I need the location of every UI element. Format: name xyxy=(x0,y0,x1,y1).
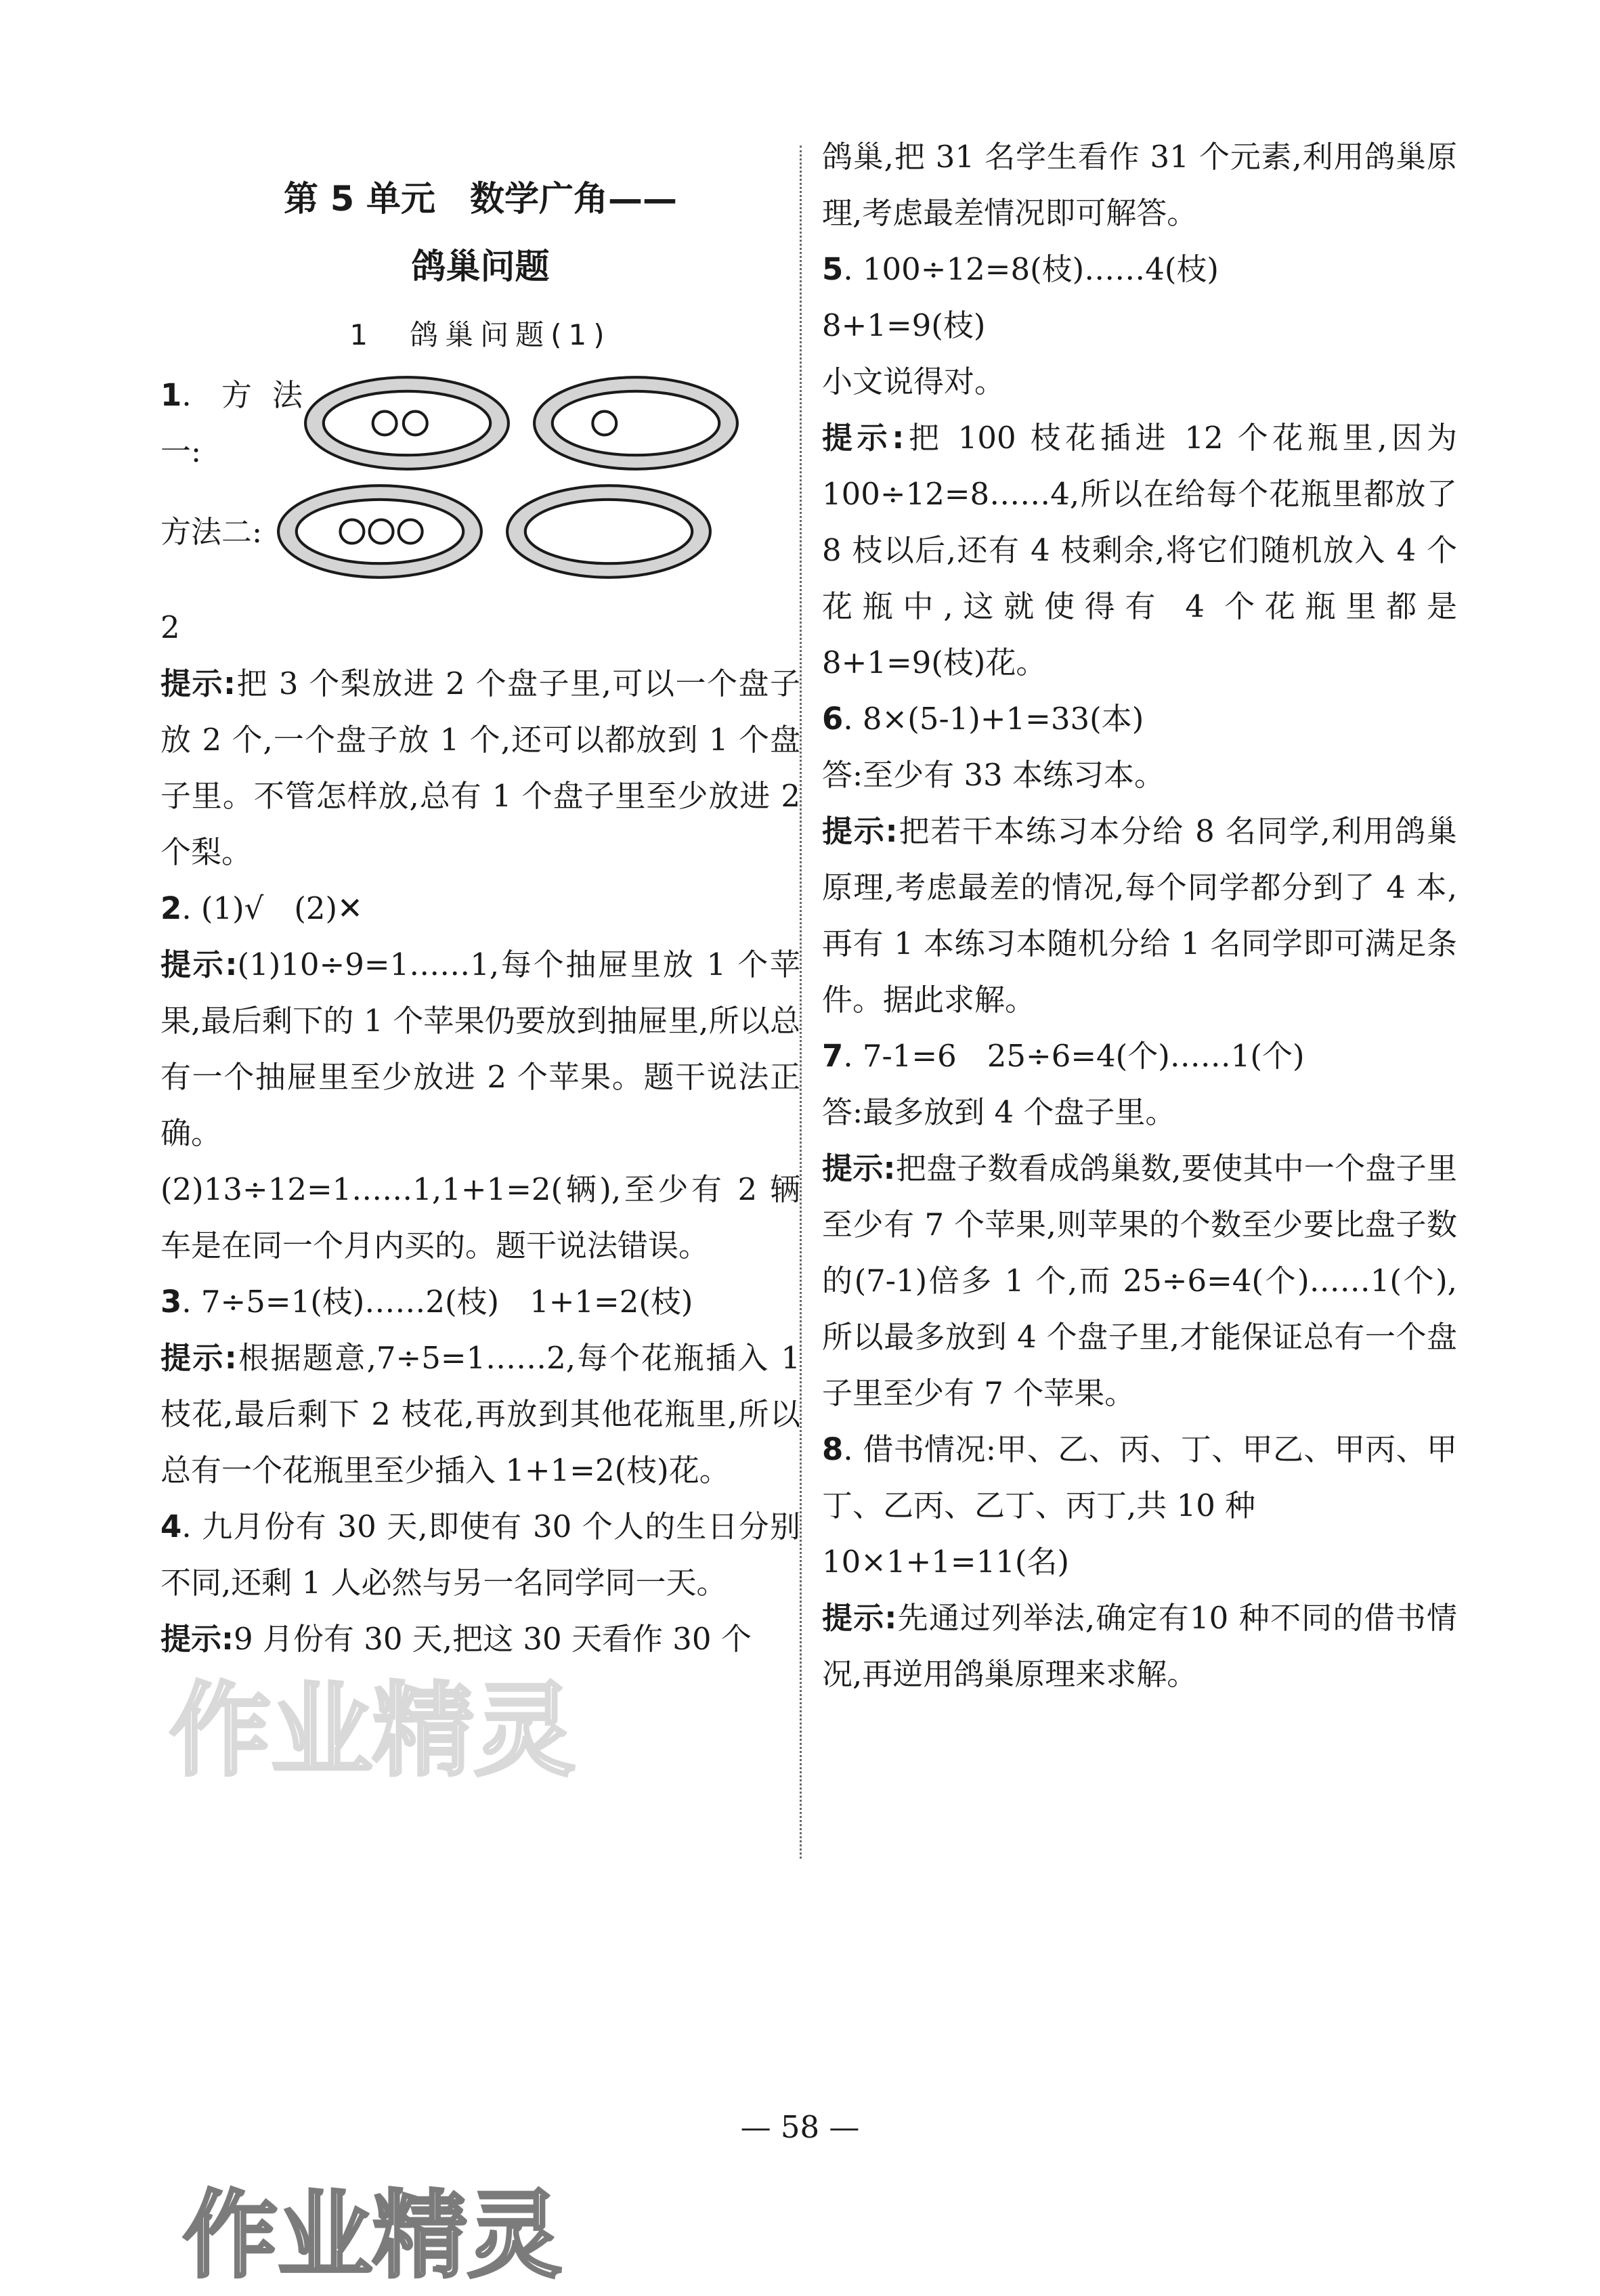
watermark-logo: 作业精灵 xyxy=(169,1672,576,1790)
q8-line2: 10×1+1=11(名) xyxy=(822,1544,1070,1580)
q5-hint-text: 把 100 枝花插进 12 个花瓶里,因为 100÷12=8……4,所以在给每个花瓶里都放了8 枝以后,还有 4 枝剩余,将它们随机放入 4 个花瓶中,这就使得有 4 个花瓶里都是 8+1=9(枝)花。 xyxy=(822,420,1457,680)
q8-number: 8 xyxy=(822,1431,844,1467)
plate-empty xyxy=(504,481,713,582)
q7-number: 7 xyxy=(822,1038,844,1074)
q8-hint-text: 先通过列举法,确定有10 种不同的借书情况,再逆用鸽巢原理来求解。 xyxy=(822,1600,1458,1692)
q7-line1 xyxy=(822,1028,1457,1084)
right-column xyxy=(822,129,1457,1702)
q5-hint xyxy=(822,410,1457,691)
hint-label: 提示: xyxy=(822,1600,897,1636)
q8-hint xyxy=(822,1590,1457,1702)
q2-hint-b: (2)13÷12=1……1,1+1=2(辆),至少有 2 辆车是在同一个月内买的。题干说法错误。 xyxy=(160,1171,800,1263)
q1-method1-row xyxy=(160,369,800,477)
q6-line1-text: . 8×(5-1)+1=33(本) xyxy=(843,701,1144,737)
q4-hint-text: 9 月份有 30 天,把这 30 天看作 30 个 xyxy=(234,1621,752,1657)
q3-number: 3 xyxy=(160,1284,182,1320)
plate-three-pears xyxy=(276,481,484,582)
hint-label: 提示: xyxy=(160,947,238,982)
q1-hint-text: 把 3 个梨放进 2 个盘子里,可以一个盘子放 2 个,一个盘子放 1 个,还可以都放到 1 个盘子里。不管怎样放,总有 1 个盘子里至少放进 2 个梨。 xyxy=(160,666,800,870)
q2-answer xyxy=(160,880,800,936)
q6-hint-text: 把若干本练习本分给 8 名同学,利用鸽巢原理,考虑最差的情况,每个同学都分到了 4 本,再有 1 本练习本随机分给 1 名同学即可满足条件。据此求解。 xyxy=(822,813,1458,1018)
q3-answer-text: . 7÷5=1(枝)……2(枝) 1+1=2(枝) xyxy=(181,1284,693,1320)
q5-line1 xyxy=(822,241,1457,297)
hint-label: 提示: xyxy=(822,1150,896,1186)
hint-label: 提示: xyxy=(822,813,898,849)
unit-subtitle: 鸽巢问题 xyxy=(411,247,550,287)
q5-line1-text: . 100÷12=8(枝)……4(枝) xyxy=(843,251,1219,287)
q6-line1 xyxy=(822,691,1457,747)
q1-method2-row xyxy=(160,477,800,586)
left-column xyxy=(160,166,800,1667)
lesson-title: 1 鸽巢问题(1) xyxy=(349,318,611,351)
q2-hint-a-text: (1)10÷9=1……1,每个抽屉里放 1 个苹果,最后剩下的 1 个苹果仍要放到抽屉里,所以总有一个抽屉里至少放进 2 个苹果。题干说法正确。 xyxy=(160,947,800,1151)
q1-method1-text: . 方法一: xyxy=(160,377,303,469)
q2-hint-a xyxy=(160,936,800,1161)
q4-answer xyxy=(160,1498,800,1611)
q1-hint xyxy=(160,655,800,880)
page-number: — 58 — xyxy=(740,2109,860,2145)
q3-hint-text: 根据题意,7÷5=1……2,每个花瓶插入 1 枝花,最后剩下 2 枝花,再放到其他花瓶里,所以总有一个花瓶里至少插入 1+1=2(枝)花。 xyxy=(160,1340,800,1488)
q7-hint xyxy=(822,1140,1457,1421)
q8-line1 xyxy=(822,1421,1457,1534)
q8-line1-text: . 借书情况:甲、乙、丙、丁、甲乙、甲丙、甲丁、乙丙、乙丁、丙丁,共 10 种 xyxy=(822,1431,1457,1523)
q6-line2: 答:至少有 33 本练习本。 xyxy=(822,757,1165,793)
q4-answer-text: . 九月份有 30 天,即使有 30 个人的生日分别不同,还剩 1 人必然与另一名同学同一天。 xyxy=(160,1509,800,1601)
hint-label: 提示: xyxy=(160,666,236,701)
unit-title: 第 5 单元 数学广角—— xyxy=(284,179,677,219)
q2-answer-text: . (1)√ (2)✕ xyxy=(181,890,363,926)
watermark-logo-bottom: 作业精灵 xyxy=(183,2181,563,2291)
q7-line1-text: . 7-1=6 25÷6=4(个)……1(个) xyxy=(843,1038,1305,1074)
hint-label: 提示: xyxy=(160,1621,234,1657)
q3-hint xyxy=(160,1330,800,1498)
q6-number: 6 xyxy=(822,701,844,737)
q5-number: 5 xyxy=(822,251,844,287)
q4-number: 4 xyxy=(160,1509,182,1544)
hint-label: 提示: xyxy=(822,420,905,456)
plate-one-pear xyxy=(532,372,740,474)
hint-label: 提示: xyxy=(160,1340,237,1376)
plate-two-pears xyxy=(303,372,511,474)
q5-line2: 8+1=9(枝) xyxy=(822,307,986,343)
q2-number: 2 xyxy=(160,890,182,926)
q3-answer xyxy=(160,1274,800,1330)
q1-answer: 2 xyxy=(160,609,180,645)
q1-method2-label: 方法二: xyxy=(160,513,263,550)
q7-hint-text: 把盘子数看成鸽巢数,要使其中一个盘子里至少有 7 个苹果,则苹果的个数至少要比盘子数的(7-1)倍多 1 个,而 25÷6=4(个)……1(个),所以最多放到 4 个盘子里,才能保证总有一个盘子里至少有 7 个苹果。 xyxy=(822,1150,1457,1411)
q6-hint xyxy=(822,803,1457,1028)
q5-line3: 小文说得对。 xyxy=(822,364,1006,399)
q4-hint-continued: 鸽巢,把 31 名学生看作 31 个元素,利用鸽巢原理,考虑最差情况即可解答。 xyxy=(822,139,1457,231)
q7-line2: 答:最多放到 4 个盘子里。 xyxy=(822,1094,1176,1130)
q1-method1-label xyxy=(160,367,303,479)
q1-number: 1 xyxy=(160,377,182,413)
